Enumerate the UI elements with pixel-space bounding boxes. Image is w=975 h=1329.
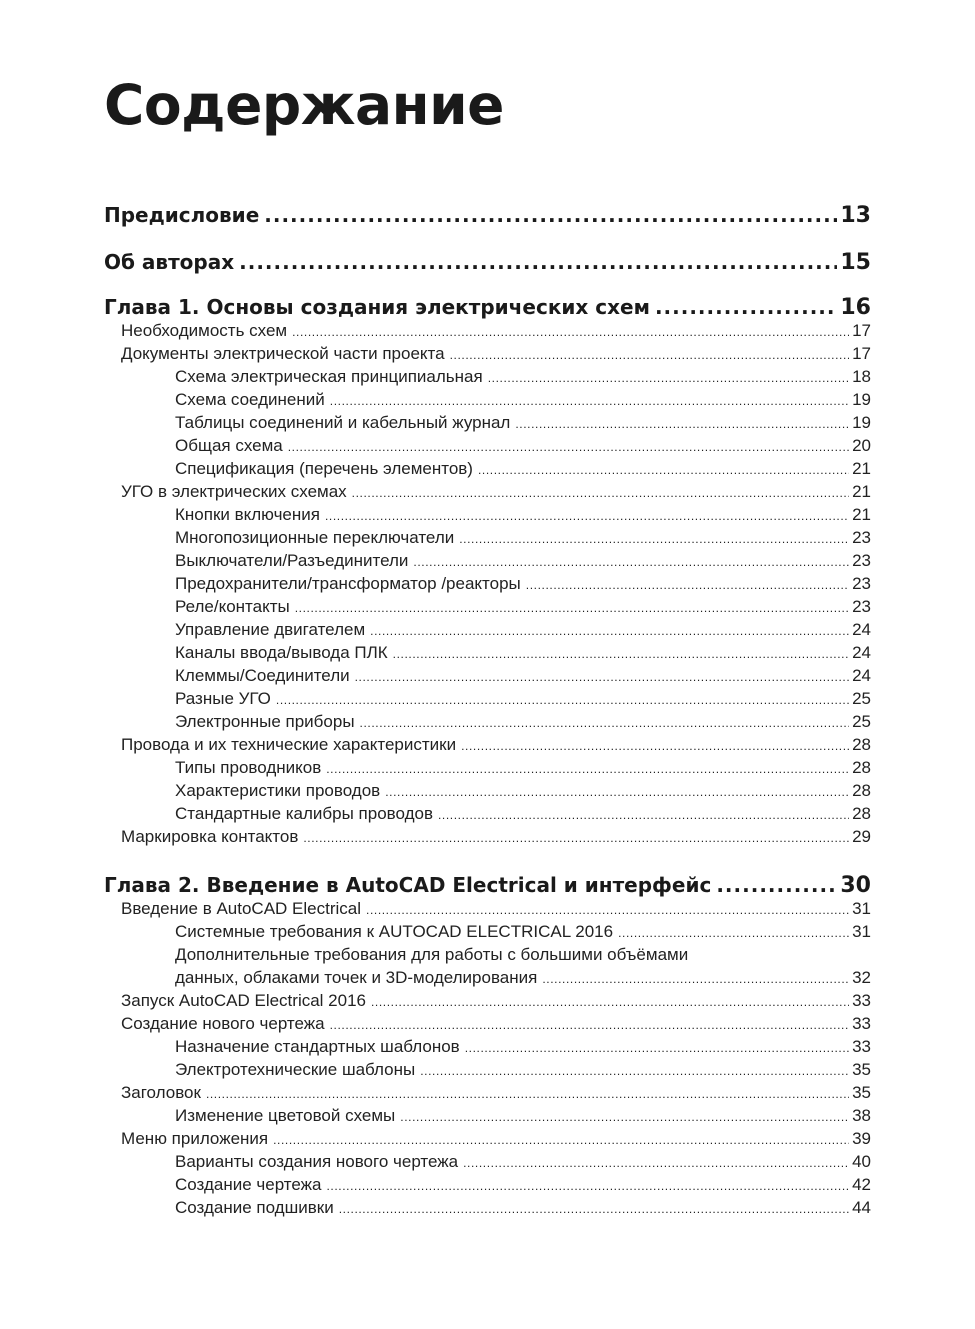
dot-leader [330,1014,849,1037]
toc-entry-title: Многопозиционные переключатели [175,528,455,547]
toc-page-number: 39 [852,1129,871,1148]
toc-entry[interactable] [175,641,871,664]
toc-page-number: 23 [852,528,871,547]
dot-leader [325,505,849,528]
toc-entry[interactable] [121,989,871,1012]
dot-leader [330,390,849,413]
toc-entry-title: Схема электрическая принципиальная [175,367,483,386]
toc-entry[interactable] [175,1173,871,1196]
toc-page-number: 17 [852,321,871,340]
toc-entry[interactable] [175,595,871,618]
toc-page-number: 33 [852,991,871,1010]
toc-entry-title: Глава 1. Основы создания электрических схем [104,295,650,319]
toc-page-number: 19 [852,390,871,409]
toc-entry[interactable] [175,365,871,388]
toc-page-number: 13 [840,203,871,228]
toc-entry[interactable] [175,526,871,549]
toc-entry-title: Характеристики проводов [175,781,381,800]
dot-leader [355,666,849,689]
toc-entry-title: Общая схема [175,436,283,455]
toc-entry-title: Меню приложения [121,1129,269,1148]
toc-page-number: 28 [852,758,871,777]
toc-entry[interactable] [121,825,871,848]
dot-leader [400,1106,849,1129]
toc-entry[interactable] [175,434,871,457]
dot-leader [385,781,849,804]
dot-leader [420,1060,849,1083]
toc-entry-title: Таблицы соединений и кабельный журнал [175,413,511,432]
toc-entry-title: Создание чертежа [175,1175,322,1194]
dot-leader [450,344,850,367]
toc-entry[interactable] [121,1081,871,1104]
dot-leader [273,1129,849,1152]
dot-leader [478,459,849,482]
toc-entry[interactable] [121,1127,871,1150]
toc-chapter-entry[interactable] [104,201,871,229]
dot-leader [542,968,849,991]
dot-leader [371,991,849,1014]
dot-leader [413,551,849,574]
dot-leader [465,1037,849,1060]
dot-leader [360,712,850,735]
toc-page-number: 29 [852,827,871,846]
toc-entry-title: Назначение стандартных шаблонов [175,1037,460,1056]
dot-leader [459,528,849,551]
toc-page-number: 24 [852,666,871,685]
toc-entry-title: данных, облаками точек и 3D-моделирования [175,968,538,987]
toc-page-number: 33 [852,1014,871,1033]
dot-leader [488,367,849,390]
toc-entry-title: Заголовок [121,1083,201,1102]
dot-leader [463,1152,849,1175]
toc-page-number: 18 [852,367,871,386]
toc-page-number: 31 [852,899,871,918]
dot-leader [295,597,849,620]
toc-entry-title: Электротехнические шаблоны [175,1060,416,1079]
toc-page-number: 31 [852,922,871,941]
toc-page-number: 38 [852,1106,871,1125]
dot-leader [438,804,849,827]
toc-entry[interactable] [175,572,871,595]
toc-entry[interactable] [175,966,871,989]
toc-page-number: 23 [852,551,871,570]
toc-page-number: 33 [852,1037,871,1056]
toc-entry-title: Необходимость схем [121,321,288,340]
dot-leader [303,827,849,850]
toc-entry-title: Клеммы/Соединители [175,666,350,685]
dot-leader [339,1198,849,1221]
toc-entry-title: Управление двигателем [175,620,366,639]
toc-entry[interactable] [121,897,871,920]
toc-page-number: 28 [852,735,871,754]
toc-page-number: 25 [852,712,871,731]
dot-leader [288,436,849,459]
toc-page-number: 15 [840,250,871,275]
toc-entry-text-line1: Дополнительные требования для работы с большими объёмами [175,945,689,964]
toc-entry-title: Схема соединений [175,390,325,409]
toc-entry[interactable] [175,457,871,480]
toc-entry[interactable] [175,1104,871,1127]
toc-entry[interactable] [121,733,871,756]
toc-page-number: 40 [852,1152,871,1171]
toc-entry-title: Электронные приборы [175,712,355,731]
toc-entry[interactable] [175,503,871,526]
dot-leader [655,293,837,321]
toc-entry[interactable] [175,710,871,733]
toc-entry-title: Изменение цветовой схемы [175,1106,396,1125]
toc-page-number: 17 [852,344,871,363]
toc-entry-title: Введение в AutoCAD Electrical [121,899,362,918]
toc-entry[interactable] [175,779,871,802]
toc-page-number: 16 [840,295,871,320]
dot-leader [352,482,849,505]
toc-page-number: 42 [852,1175,871,1194]
dot-leader [276,689,849,712]
toc-entry-title: Об авторах [104,250,235,274]
toc-entry-title: Стандартные калибры проводов [175,804,433,823]
toc-entry-title: Глава 2. Введение в AutoCAD Electrical и интерфейс [104,873,712,897]
toc-entry-title: Разные УГО [175,689,271,708]
toc-entry[interactable] [121,1012,871,1035]
toc-entry-title: Системные требования к AUTOCAD ELECTRICAL 2016 [175,922,614,941]
toc-page-number: 21 [852,459,871,478]
toc-entry-title: Провода и их технические характеристики [121,735,457,754]
toc-entry-title: Выключатели/Разъединители [175,551,409,570]
toc-entry-title: Реле/контакты [175,597,290,616]
toc-entry[interactable] [121,342,871,365]
toc-entry[interactable] [175,549,871,572]
toc-page-number: 28 [852,781,871,800]
toc-entry-title: Типы проводников [175,758,322,777]
toc-entry[interactable] [175,388,871,411]
dot-leader [326,758,849,781]
toc-page-number: 21 [852,482,871,501]
toc-page-number: 24 [852,643,871,662]
toc-entry-title: УГО в электрических схемах [121,482,347,501]
toc-page-number: 35 [852,1083,871,1102]
toc-entry-title: Предохранители/трансформатор /реакторы [175,574,521,593]
toc-entry-title: Создание подшивки [175,1198,334,1217]
toc-entry-title: Кнопки включения [175,505,320,524]
toc-entry[interactable] [175,1058,871,1081]
toc-chapter-entry[interactable] [104,871,871,899]
toc-entry[interactable] [175,618,871,641]
toc-entry-title: Создание нового чертежа [121,1014,325,1033]
toc-page-number: 23 [852,597,871,616]
dot-leader [526,574,849,597]
toc-entry-title: Спецификация (перечень элементов) [175,459,473,478]
page-title: Содержание [104,73,504,137]
dot-leader [461,735,849,758]
toc-entry[interactable] [175,1150,871,1173]
dot-leader [515,413,849,436]
toc-entry[interactable] [175,664,871,687]
toc-entry-title: Документы электрической части проекта [121,344,445,363]
toc-page-number: 24 [852,620,871,639]
dot-leader [264,201,837,229]
dot-leader [206,1083,849,1106]
toc-entry-title: Предисловие [104,203,260,227]
dot-leader [366,899,849,922]
toc-page-number: 25 [852,689,871,708]
toc-entry[interactable] [175,756,871,779]
toc-entry-title: Маркировка контактов [121,827,299,846]
dot-leader [326,1175,849,1198]
toc-page-number: 19 [852,413,871,432]
toc-entry[interactable] [175,1035,871,1058]
toc-page-number: 44 [852,1198,871,1217]
dot-leader [292,321,849,344]
toc-entry-title: Варианты создания нового чертежа [175,1152,459,1171]
toc-entry[interactable] [175,920,871,943]
toc-page-number: 30 [840,873,871,898]
dot-leader [716,871,837,899]
toc-page-number: 23 [852,574,871,593]
toc-entry[interactable] [175,1196,871,1219]
toc-chapter-entry[interactable] [104,293,871,321]
toc-page-number: 21 [852,505,871,524]
dot-leader [370,620,849,643]
toc-entry[interactable] [175,687,871,710]
toc-page-number: 20 [852,436,871,455]
toc-entry-title: Каналы ввода/вывода ПЛК [175,643,388,662]
toc-entry[interactable] [175,411,871,434]
dot-leader [239,248,837,276]
toc-page-number: 32 [852,968,871,987]
toc-chapter-entry[interactable] [104,248,871,276]
toc-entry-title: Запуск AutoCAD Electrical 2016 [121,991,366,1010]
dot-leader [618,922,849,945]
toc-entry[interactable] [175,802,871,825]
toc-page-number: 28 [852,804,871,823]
dot-leader [393,643,849,666]
toc-page-number: 35 [852,1060,871,1079]
toc-entry[interactable] [121,480,871,503]
toc-entry[interactable] [121,319,871,342]
